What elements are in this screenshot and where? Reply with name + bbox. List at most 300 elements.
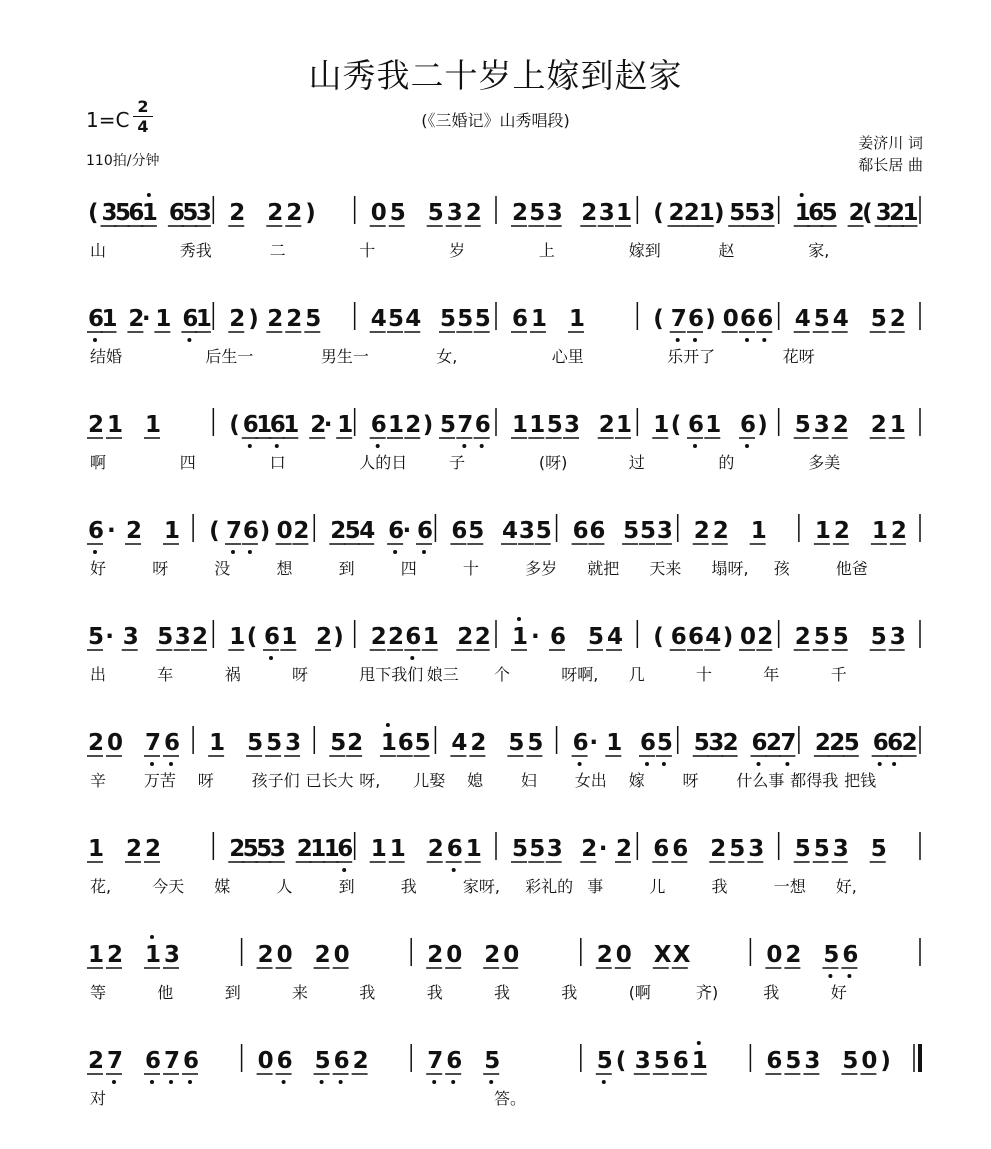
note-symbol: 5: [440, 306, 457, 332]
note-symbol: 2: [785, 942, 802, 968]
lyric-syllable: 辛: [90, 771, 107, 790]
note-symbol: 2: [712, 518, 729, 544]
lyric-syllable: 等: [90, 983, 107, 1002]
note-symbol: 1: [653, 412, 670, 438]
note-symbol: 5: [813, 306, 830, 332]
note-symbol: 3: [813, 412, 830, 438]
low-octave-dot: [393, 550, 397, 554]
note-symbol: 2: [286, 200, 303, 226]
note-symbol: 5: [596, 1048, 613, 1074]
note-symbol: 3: [269, 836, 286, 862]
note-symbol: 7: [457, 412, 474, 438]
note-symbol: 3: [546, 200, 563, 226]
note-symbol: X: [672, 942, 691, 968]
note-symbol: 5: [529, 200, 546, 226]
note-symbol: ·: [105, 624, 115, 650]
high-octave-dot: [697, 1041, 701, 1045]
note-symbol: 1: [195, 306, 212, 332]
lyric-syllable: 心里: [551, 347, 584, 366]
note-symbol: (: [653, 306, 664, 332]
note-symbol: ): [333, 624, 344, 650]
lyric-syllable: 千: [830, 665, 847, 684]
note-symbol: 2: [890, 518, 907, 544]
note-symbol: 2: [88, 730, 105, 756]
note-symbol: 6: [337, 836, 354, 862]
note-symbol: 1: [107, 412, 124, 438]
low-octave-dot: [422, 550, 426, 554]
note-symbol: 6: [751, 730, 768, 756]
note-symbol: 6: [572, 730, 589, 756]
low-octave-dot: [376, 444, 380, 448]
note-symbol: 4: [705, 624, 722, 650]
low-octave-dot: [785, 762, 789, 766]
lyric-syllable: 他: [157, 983, 174, 1002]
lyric-syllable: 几: [628, 665, 645, 684]
note-symbol: 6: [276, 1048, 293, 1074]
low-octave-dot: [93, 338, 97, 342]
lyric-syllable: 呀,: [359, 771, 381, 790]
lyric-syllable: 多美: [808, 453, 841, 472]
note-symbol: 1: [380, 730, 397, 756]
note-symbol: ·: [141, 306, 151, 332]
lyric-syllable: 万苦: [143, 771, 176, 790]
low-octave-dot: [269, 656, 273, 660]
lyric-syllable: 妇: [520, 771, 537, 790]
lyric-syllable: 呀: [197, 771, 214, 790]
note-symbol: ): [248, 306, 259, 332]
note-symbol: 7: [145, 730, 162, 756]
high-octave-dot: [386, 723, 390, 727]
note-symbol: 5: [870, 624, 887, 650]
note-symbol: 1: [616, 200, 633, 226]
note-symbol: 4: [359, 518, 376, 544]
lyric-syllable: 二: [269, 241, 286, 260]
note-symbol: ·: [531, 624, 540, 650]
note-symbol: 2: [829, 730, 846, 756]
lyric-syllable: (啊: [628, 983, 651, 1002]
note-symbol: 2: [88, 412, 105, 438]
note-symbol: 1: [705, 412, 722, 438]
note-symbol: 1: [794, 200, 811, 226]
note-symbol: 3: [748, 836, 765, 862]
note-symbol: 1: [229, 624, 246, 650]
lyric-syllable: 儿娶: [413, 771, 446, 790]
note-symbol: 6: [757, 306, 774, 332]
note-symbol: 2: [512, 200, 529, 226]
note-symbol: 1: [88, 942, 105, 968]
note-symbol: 5: [729, 200, 746, 226]
note-symbol: 1: [209, 730, 226, 756]
note-symbol: 3: [122, 624, 139, 650]
low-octave-dot: [645, 762, 649, 766]
note-symbol: 3: [598, 200, 615, 226]
note-symbol: 2: [457, 624, 474, 650]
note-symbol: (: [615, 1048, 627, 1074]
low-octave-dot: [676, 338, 680, 342]
lyric-syllable: 人的日: [359, 453, 408, 472]
note-symbol: 1: [141, 200, 158, 226]
lyric-syllable: 人: [276, 877, 293, 896]
lyric-syllable: 塌呀,: [711, 559, 749, 578]
note-symbol: 0: [615, 942, 632, 968]
note-symbol: 2: [757, 624, 774, 650]
note-symbol: 5: [256, 836, 273, 862]
note-symbol: 5: [842, 1048, 859, 1074]
note-symbol: ·: [589, 730, 599, 756]
note-symbol: 5: [744, 200, 761, 226]
lyric-syllable: 嫁到: [628, 241, 661, 260]
note-symbol: 0: [861, 1048, 878, 1074]
lyric-syllable: 对: [90, 1089, 107, 1108]
note-symbol: 3: [759, 200, 776, 226]
note-symbol: 2: [581, 200, 598, 226]
lyric-syllable: 口: [269, 453, 286, 472]
lyric-syllable: 好,: [835, 877, 857, 896]
note-symbol: 1: [698, 200, 715, 226]
lyric-syllable: 子: [449, 453, 466, 472]
note-symbol: 5: [330, 730, 347, 756]
lyric-syllable: 四: [400, 559, 417, 578]
note-symbol: 2: [766, 730, 783, 756]
note-symbol: 5: [653, 1048, 670, 1074]
note-symbol: 6: [451, 518, 468, 544]
lyric-syllable: 到: [338, 559, 355, 578]
lyric-syllable: 秀我: [179, 241, 212, 260]
note-symbol: 2: [229, 836, 246, 862]
note-symbol: 5: [388, 306, 405, 332]
note-symbol: 2: [388, 624, 405, 650]
note-symbol: (: [246, 624, 258, 650]
note-symbol: 2: [832, 412, 849, 438]
note-symbol: 2: [474, 624, 491, 650]
lyric-syllable: 后生一: [205, 347, 254, 366]
note-symbol: ·: [107, 518, 116, 544]
note-symbol: 7: [164, 1048, 181, 1074]
note-symbol: 5: [242, 836, 259, 862]
note-symbol: 6: [688, 412, 705, 438]
note-symbol: 4: [794, 306, 811, 332]
note-symbol: 2: [722, 730, 739, 756]
note-symbol: (: [670, 412, 682, 438]
lyric-syllable: 家呀,: [462, 877, 500, 896]
lyric-syllable: 事: [587, 877, 604, 896]
lyricist: 姜济川 词: [858, 134, 923, 152]
note-symbol: 2: [347, 730, 364, 756]
lyric-syllable: 十: [696, 665, 713, 684]
lyric-syllable: 什么事: [736, 771, 785, 790]
lyric-syllable: 车: [157, 665, 174, 684]
note-symbol: 3: [518, 518, 535, 544]
note-symbol: 1: [145, 942, 162, 968]
note-symbol: 3: [804, 1048, 821, 1074]
lyric-syllable: 十: [359, 241, 376, 260]
note-symbol: 1: [323, 836, 340, 862]
note-symbol: 1: [902, 200, 919, 226]
note-symbol: 6: [740, 306, 757, 332]
note-symbol: ): [259, 518, 271, 544]
lyric-syllable: 我: [359, 983, 376, 1002]
low-octave-dot: [282, 1080, 286, 1084]
note-symbol: 5: [529, 836, 546, 862]
lyric-syllable: 没: [214, 559, 231, 578]
note-symbol: 2: [616, 836, 633, 862]
note-symbol: ): [880, 1048, 891, 1074]
note-symbol: 3: [285, 730, 302, 756]
note-symbol: 7: [226, 518, 243, 544]
lyric-syllable: 今天: [152, 877, 185, 896]
meter-numerator: 2: [133, 97, 153, 117]
note-symbol: 2: [128, 306, 145, 332]
note-symbol: 2: [693, 518, 710, 544]
note-symbol: 6: [388, 518, 405, 544]
note-symbol: 2: [330, 518, 347, 544]
note-symbol: 1: [370, 836, 387, 862]
note-symbol: 5: [546, 412, 563, 438]
note-symbol: 2: [126, 518, 143, 544]
note-symbol: 5: [785, 1048, 802, 1074]
high-octave-dot: [800, 193, 804, 197]
lyric-syllable: 到: [338, 877, 355, 896]
note-symbol: 6: [168, 200, 185, 226]
note-symbol: 2: [465, 200, 482, 226]
low-octave-dot: [693, 444, 697, 448]
lyric-syllable: 我: [426, 983, 443, 1002]
note-symbol: 1: [616, 412, 633, 438]
lyric-syllable: 山: [90, 241, 107, 260]
lyric-syllable: 媳: [467, 771, 484, 790]
note-symbol: 5: [266, 730, 283, 756]
low-octave-dot: [342, 868, 346, 872]
note-symbol: 5: [870, 306, 887, 332]
low-octave-dot: [169, 1080, 173, 1084]
meter-denominator: 4: [137, 117, 149, 136]
note-symbol: 5: [484, 1048, 501, 1074]
low-octave-dot: [320, 1080, 324, 1084]
lyric-syllable: 个: [494, 665, 511, 684]
note-symbol: 2: [107, 942, 124, 968]
lyric-syllable: 花呀: [782, 347, 815, 366]
note-symbol: 5: [305, 306, 322, 332]
low-octave-dot: [602, 1080, 606, 1084]
lyric-syllable: 孩子们: [251, 771, 300, 790]
note-symbol: ): [722, 624, 734, 650]
note-symbol: 2: [833, 518, 850, 544]
note-symbol: 3: [708, 730, 725, 756]
note-symbol: 5: [157, 624, 174, 650]
note-symbol: 2: [229, 200, 246, 226]
high-octave-dot: [150, 935, 154, 939]
lyric-syllable: 岁: [449, 241, 466, 260]
note-symbol: 0: [766, 942, 783, 968]
note-symbol: ): [422, 412, 434, 438]
note-symbol: 6: [164, 730, 181, 756]
note-symbol: 2: [889, 306, 906, 332]
note-symbol: 2: [710, 836, 727, 862]
note-symbol: 5: [640, 518, 657, 544]
low-octave-dot: [452, 868, 456, 872]
lyric-syllable: 到: [224, 983, 241, 1002]
note-symbol: 3: [634, 1048, 651, 1074]
note-symbol: 5: [468, 518, 485, 544]
lyric-syllable: 来: [292, 983, 309, 1002]
note-symbol: 1: [422, 624, 439, 650]
note-symbol: 6: [670, 624, 687, 650]
note-symbol: 1: [512, 412, 529, 438]
note-symbol: (: [653, 624, 664, 650]
low-octave-dot: [275, 444, 279, 448]
note-symbol: 6: [589, 518, 606, 544]
note-symbol: 5: [870, 836, 887, 862]
note-symbol: 2: [405, 412, 422, 438]
low-octave-dot: [93, 550, 97, 554]
low-octave-dot: [828, 974, 832, 978]
note-symbol: 5: [729, 836, 746, 862]
low-octave-dot: [762, 338, 766, 342]
note-symbol: 1: [606, 730, 623, 756]
note-symbol: 4: [405, 306, 422, 332]
lyric-syllable: 过: [628, 453, 645, 472]
note-symbol: 1: [310, 836, 327, 862]
lyric-syllable: 娘三: [426, 665, 459, 684]
note-symbol: 4: [451, 730, 468, 756]
lyric-syllable: 我: [494, 983, 511, 1002]
note-symbol: 7: [107, 1048, 124, 1074]
note-symbol: 1: [691, 1048, 708, 1074]
note-symbol: 6: [842, 942, 859, 968]
low-octave-dot: [339, 1080, 343, 1084]
low-octave-dot: [169, 762, 173, 766]
note-symbol: 2: [901, 730, 918, 756]
note-symbol: 0: [446, 942, 463, 968]
note-symbol: ): [757, 412, 768, 438]
note-symbol: 6: [446, 1048, 463, 1074]
note-symbol: 2: [581, 836, 598, 862]
lyric-syllable: 彩礼的: [525, 877, 574, 896]
note-symbol: 6: [446, 836, 463, 862]
lyric-syllable: (呀): [538, 453, 568, 472]
note-symbol: 5: [389, 200, 406, 226]
note-symbol: 1: [145, 412, 162, 438]
note-symbol: 6: [182, 306, 199, 332]
lyric-syllable: 已长大: [305, 771, 354, 790]
low-octave-dot: [480, 444, 484, 448]
note-symbol: 5: [512, 836, 529, 862]
note-symbol: 6: [128, 200, 145, 226]
low-octave-dot: [150, 762, 154, 766]
note-symbol: 2: [814, 730, 831, 756]
note-symbol: 6: [572, 518, 589, 544]
note-symbol: 3: [164, 942, 181, 968]
note-symbol: (: [653, 200, 664, 226]
note-symbol: 2: [370, 624, 387, 650]
note-symbol: 5: [474, 306, 491, 332]
note-symbol: 5: [823, 942, 840, 968]
note-symbol: 5: [535, 518, 552, 544]
note-symbol: 3: [564, 412, 581, 438]
note-symbol: 5: [414, 730, 431, 756]
note-symbol: 2: [286, 306, 303, 332]
low-octave-dot: [745, 444, 749, 448]
note-symbol: 6: [405, 624, 422, 650]
note-symbol: 1: [389, 836, 406, 862]
note-symbol: 4: [502, 518, 519, 544]
note-symbol: 0: [370, 200, 387, 226]
note-symbol: 5: [344, 518, 361, 544]
lyric-syllable: 就把: [587, 559, 620, 578]
lyric-syllable: 都得我: [790, 771, 839, 790]
note-symbol: 2: [870, 412, 887, 438]
note-symbol: 2: [293, 518, 310, 544]
note-symbol: 5: [623, 518, 640, 544]
note-symbol: 4: [370, 306, 387, 332]
high-octave-dot: [147, 193, 151, 197]
note-symbol: 6: [242, 518, 259, 544]
low-octave-dot: [432, 1080, 436, 1084]
note-symbol: 1: [388, 412, 405, 438]
note-symbol: 1: [101, 306, 118, 332]
note-symbol: 6: [688, 624, 705, 650]
low-octave-dot: [150, 1080, 154, 1084]
note-symbol: 5: [247, 730, 264, 756]
lyric-syllable: 呀啊,: [561, 665, 599, 684]
lyric-syllable: 想: [276, 559, 293, 578]
low-octave-dot: [188, 1080, 192, 1084]
note-symbol: (: [209, 518, 220, 544]
note-symbol: 5: [440, 412, 457, 438]
note-symbol: 0: [107, 730, 124, 756]
note-symbol: ): [705, 306, 716, 332]
note-symbol: 2: [126, 836, 143, 862]
note-symbol: 0: [257, 1048, 274, 1074]
note-symbol: 3: [832, 836, 849, 862]
note-symbol: 5: [813, 836, 830, 862]
note-symbol: 2: [427, 942, 444, 968]
note-symbol: 6: [672, 1048, 689, 1074]
lyric-syllable: 女出: [574, 771, 607, 790]
note-symbol: 2: [88, 1048, 105, 1074]
note-symbol: 0: [722, 306, 739, 332]
low-octave-dot: [231, 550, 235, 554]
note-symbol: ·: [402, 518, 412, 544]
lyric-syllable: 答。: [494, 1089, 527, 1108]
note-symbol: 2: [683, 200, 700, 226]
note-symbol: ): [714, 200, 725, 226]
note-symbol: 2: [668, 200, 685, 226]
note-symbol: 1: [164, 518, 181, 544]
lyric-syllable: 花,: [90, 877, 112, 896]
note-symbol: 6: [740, 412, 757, 438]
note-symbol: 2: [316, 624, 333, 650]
note-symbol: 7: [670, 306, 687, 332]
note-symbol: 6: [640, 730, 657, 756]
note-symbol: 6: [872, 730, 889, 756]
lyric-syllable: 甩下我们: [359, 665, 424, 684]
low-octave-dot: [745, 338, 749, 342]
lyric-syllable: 年: [763, 665, 780, 684]
lyric-syllable: 好: [830, 983, 847, 1002]
note-symbol: 1: [889, 412, 906, 438]
note-symbol: 1: [814, 518, 831, 544]
lyric-syllable: 我: [561, 983, 578, 1002]
note-symbol: 6: [370, 412, 387, 438]
lyric-syllable: 媒: [214, 877, 231, 896]
note-symbol: 2: [484, 942, 501, 968]
note-symbol: 6: [808, 200, 825, 226]
low-octave-dot: [578, 762, 582, 766]
note-symbol: 6: [766, 1048, 783, 1074]
low-octave-dot: [757, 762, 761, 766]
lyric-syllable: 嫁: [628, 771, 645, 790]
